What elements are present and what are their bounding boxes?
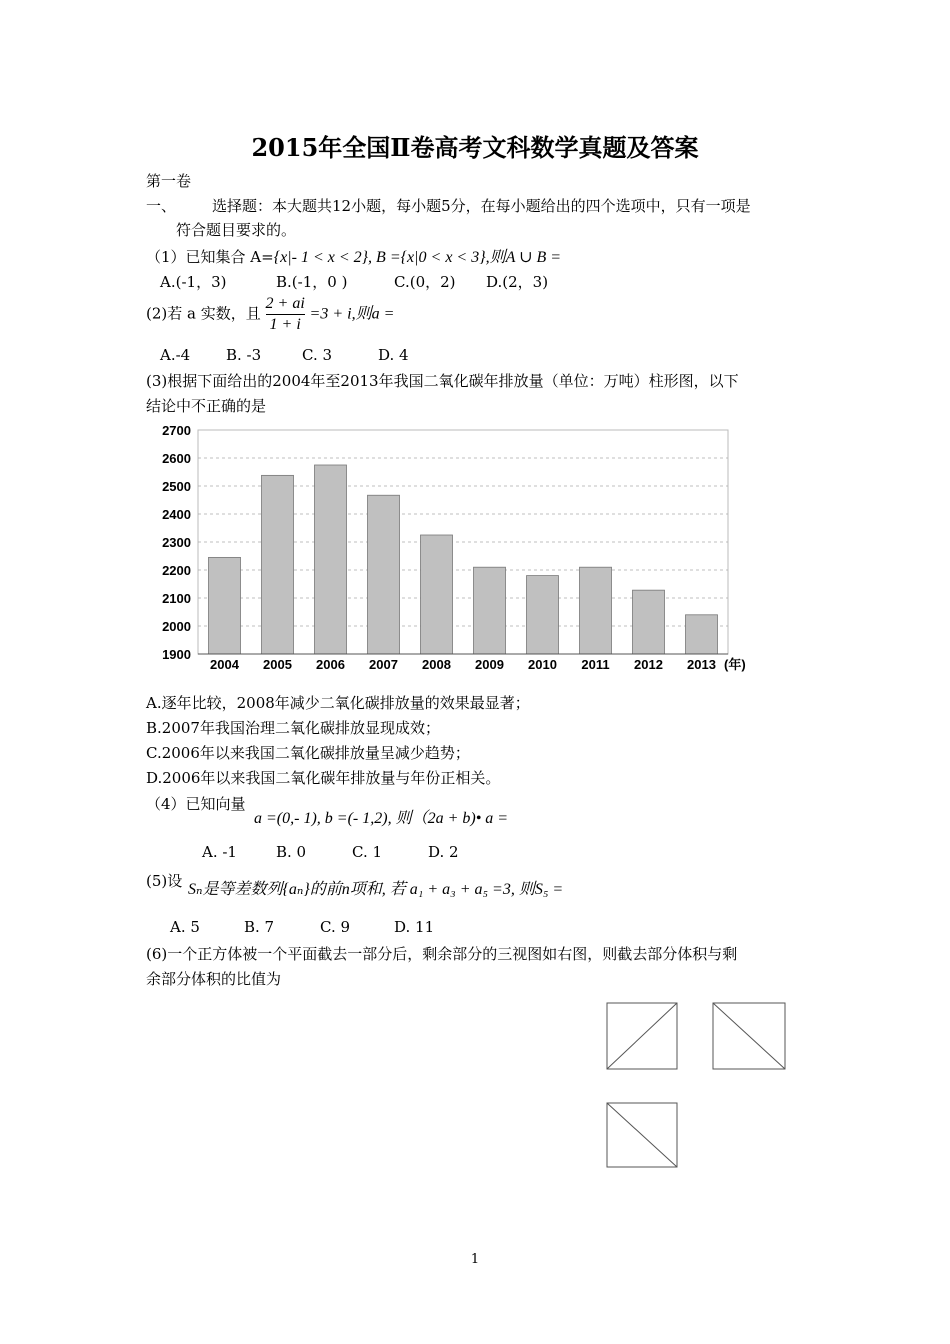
q1-option-a: A.(-1，3) (160, 273, 227, 291)
y-tick-label: 2700 (162, 423, 191, 438)
q1-set-b: {x|0 < x < 3} (400, 249, 486, 266)
q2-option-c: C. 3 (302, 346, 333, 364)
bar (315, 465, 347, 654)
bar (686, 615, 718, 654)
x-tick-label: 2012 (634, 657, 663, 672)
x-tick-label: 2013 (687, 657, 716, 672)
front-view-diagonal (607, 1003, 677, 1069)
question-1 (146, 244, 561, 267)
q3-option-d: D.2006年以来我国二氧化碳年排放量与年份正相关。 (146, 769, 501, 787)
section-instruction-line2: 符合题目要求的。 (176, 221, 297, 239)
x-tick-label: 2009 (475, 657, 504, 672)
q2-option-b: B. -3 (226, 346, 262, 364)
q6-text-line2: 余部分体积的比值为 (146, 970, 282, 988)
y-tick-label: 2500 (162, 479, 191, 494)
section-number: 一、 (146, 197, 177, 215)
volume-label: 第一卷 (146, 172, 192, 190)
bar (262, 475, 294, 654)
front-view-figure (606, 1002, 680, 1072)
bar (368, 495, 400, 654)
q2-tail: =3 + i,则a = (309, 305, 395, 323)
top-view-diagonal (607, 1103, 677, 1167)
x-axis-unit-label: (年) (724, 657, 746, 672)
q4-option-b: B. 0 (276, 843, 307, 861)
q5-option-c: C. 9 (320, 918, 351, 936)
q3-option-a: A.逐年比较，2008年减少二氧化碳排放量的效果最显著； (146, 694, 530, 712)
y-tick-label: 2200 (162, 563, 191, 578)
bar (474, 567, 506, 654)
section-instruction-line1: 选择题：本大题共12小题，每小题5分，在每小题给出的四个选项中，只有一项是 (212, 197, 751, 215)
x-tick-label: 2004 (210, 657, 239, 672)
y-tick-label: 2000 (162, 619, 191, 634)
y-tick-label: 2400 (162, 507, 191, 522)
x-tick-label: 2008 (422, 657, 451, 672)
x-tick-label: 2010 (528, 657, 557, 672)
q2-option-a: A.-4 (160, 346, 191, 364)
q1-tail: ,则A ∪ B = (485, 249, 562, 266)
q5-option-a: A. 5 (170, 918, 200, 936)
top-view-figure (606, 1102, 680, 1170)
q3-option-c: C.2006年以来我国二氧化碳排放量呈减少趋势； (146, 744, 470, 762)
q5-label: (5)设 (146, 872, 183, 890)
bar (633, 590, 665, 654)
q1-option-b: B.(-1，0 ) (276, 273, 348, 291)
q1-option-d: D.(2，3) (486, 273, 549, 291)
q3-text-line1: (3)根据下面给出的2004年至2013年我国二氧化碳年排放量（单位：万吨）柱形图，以下 (146, 372, 739, 390)
x-tick-label: 2011 (581, 657, 610, 672)
q1-set-a: {x|- 1 < x < 2} (273, 249, 369, 266)
q6-text-line1: (6)一个正方体被一个平面截去一部分后，剩余部分的三视图如右图，则截去部分体积与剩 (146, 945, 738, 963)
q5-expression: Sₙ是等差数列{aₙ}的前n项和, 若 a₁ + a₃ + a₅ =3, 则S₅ = (188, 881, 564, 898)
bar-chart (150, 420, 760, 678)
q2-denominator: 1 + i (269, 316, 301, 333)
q2-label: (2)若 a 实数，且 (146, 304, 261, 323)
bar (209, 557, 241, 654)
q4-option-a: A. -1 (202, 843, 237, 861)
bar (527, 576, 559, 654)
q5-option-b: B. 7 (244, 918, 275, 936)
side-view-figure (712, 1002, 788, 1072)
q4-option-d: D. 2 (428, 843, 459, 861)
q2-fraction (266, 294, 305, 335)
y-tick-label: 2300 (162, 535, 191, 550)
q1-label: （1）已知集合 A= (146, 248, 274, 266)
q3-option-b: B.2007年我国治理二氧化碳排放显现成效； (146, 719, 440, 737)
y-tick-label: 2100 (162, 591, 191, 606)
page-number: 1 (470, 1252, 480, 1267)
q4-expression: a =(0,- 1), b =(- 1,2), 则（2a + b)• a = (254, 810, 509, 827)
question-2 (146, 294, 394, 335)
side-view-diagonal (713, 1003, 785, 1069)
q2-option-d: D. 4 (378, 346, 409, 364)
bar (421, 535, 453, 654)
y-tick-label: 1900 (162, 647, 191, 662)
q4-label: （4）已知向量 (146, 795, 246, 813)
q3-text-line2: 结论中不正确的是 (146, 397, 267, 415)
q5-option-d: D. 11 (394, 918, 435, 936)
y-tick-label: 2600 (162, 451, 191, 466)
q2-numerator: 2 + ai (266, 294, 305, 315)
bar (580, 567, 612, 654)
q1-set-b-prefix: , B = (368, 249, 401, 266)
q4-option-c: C. 1 (352, 843, 383, 861)
x-tick-label: 2007 (369, 657, 398, 672)
q1-option-c: C.(0，2) (394, 273, 456, 291)
x-tick-label: 2006 (316, 657, 345, 672)
x-tick-label: 2005 (263, 657, 292, 672)
page-title: 2015年全国Ⅱ卷高考文科数学真题及答案 (251, 133, 699, 162)
